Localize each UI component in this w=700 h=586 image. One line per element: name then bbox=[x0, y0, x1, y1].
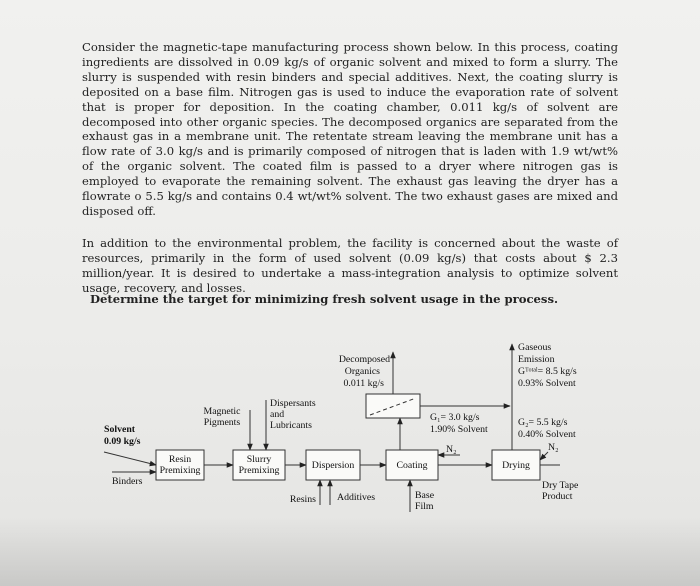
solvent-stream bbox=[104, 452, 156, 465]
additives-label: Additives bbox=[337, 492, 376, 503]
n2-coating-label: N₂ bbox=[446, 444, 457, 455]
dry-tape-label-2: Product bbox=[542, 491, 573, 502]
base-film-label: Base bbox=[415, 490, 435, 501]
magnetic-pigments-label-2: Pigments bbox=[203, 417, 241, 428]
solvent-label: Solvent bbox=[104, 424, 136, 435]
g1-label-2: 1.90% Solvent bbox=[430, 424, 488, 435]
dispersion-label: Dispersion bbox=[311, 460, 355, 471]
decomposed-label: Decomposed bbox=[338, 354, 390, 365]
gaseous-label: Gaseous bbox=[518, 342, 552, 353]
n2-drying-label: N₂ bbox=[548, 442, 559, 453]
drying-label: Drying bbox=[502, 460, 530, 471]
dry-tape-label: Dry Tape bbox=[542, 480, 579, 491]
dispersants-label-3: Lubricants bbox=[270, 420, 312, 431]
slurry-premixing-label: Slurry bbox=[246, 454, 272, 465]
g2-label: G₂= 5.5 kg/s bbox=[518, 417, 568, 428]
magnetic-pigments-label: Magnetic bbox=[203, 406, 241, 417]
n2-drying-stream bbox=[540, 452, 548, 460]
dispersants-label-2: and bbox=[270, 409, 285, 420]
solvent-flow-label: 0.09 kg/s bbox=[104, 436, 141, 447]
decomposed-label-3: 0.011 kg/s bbox=[343, 378, 384, 389]
problem-paragraph-2: In addition to the environmental problem, the facility is concerned about the waste of resources, primarily in the form of used solvent (0.09 kg/s) that costs about $ 2.3 million/year. It is desired to undertake a mass-integration analysis to optimize solvent usage, recovery, and losses. bbox=[82, 236, 618, 295]
base-film-label-2: Film bbox=[415, 501, 434, 512]
slurry-premixing-label-2: Premixing bbox=[238, 465, 280, 476]
dispersants-label: Dispersants bbox=[270, 398, 316, 409]
decomposed-label-2: Organics bbox=[344, 366, 380, 377]
gaseous-label-2: Emission bbox=[518, 354, 555, 365]
gaseous-label-3: Gᵀᵒᵗᵃˡ= 8.5 kg/s bbox=[518, 366, 577, 377]
resins-label: Resins bbox=[289, 494, 316, 505]
g1-label: G₁= 3.0 kg/s bbox=[430, 412, 480, 423]
resin-premixing-label: Resin bbox=[168, 454, 192, 465]
gaseous-label-4: 0.93% Solvent bbox=[518, 378, 576, 389]
coating-label: Coating bbox=[396, 460, 428, 471]
g2-label-2: 0.40% Solvent bbox=[518, 429, 576, 440]
problem-paragraph-1: Consider the magnetic-tape manufacturing process shown below. In this process, coating ingredients are dissolved in 0.09 kg/s of organic solvent and mixed to form a slurry. The slurry is suspended with resin binders and special additives. Next, the coating slurry is deposited on a base film. Nitrogen gas is used to induce the evaporation rate of solvent that is proper for deposition. In the coating chamber, 0.011 kg/s of solvent are decomposed into other organic species. The decomposed organics are separated from the exhaust gas in a membrane unit. The retentate stream leaving the membrane unit has a flow rate of 3.0 kg/s and is primarily composed of nitrogen that is laden with 1.9 wt/wt% of the organic solvent. The coated film is passed to a dryer where nitrogen gas is employed to evaporate the remaining solvent. The exhaust gas leaving the dryer has a flowrate o 5.5 kg/s and contains 0.4 wt/wt% solvent. The two exhaust gases are mixed and disposed off. bbox=[82, 40, 618, 218]
resin-premixing-label-2: Premixing bbox=[159, 465, 201, 476]
problem-task: Determine the target for minimizing fresh solvent usage in the process. bbox=[90, 292, 559, 306]
binders-label: Binders bbox=[112, 476, 143, 487]
